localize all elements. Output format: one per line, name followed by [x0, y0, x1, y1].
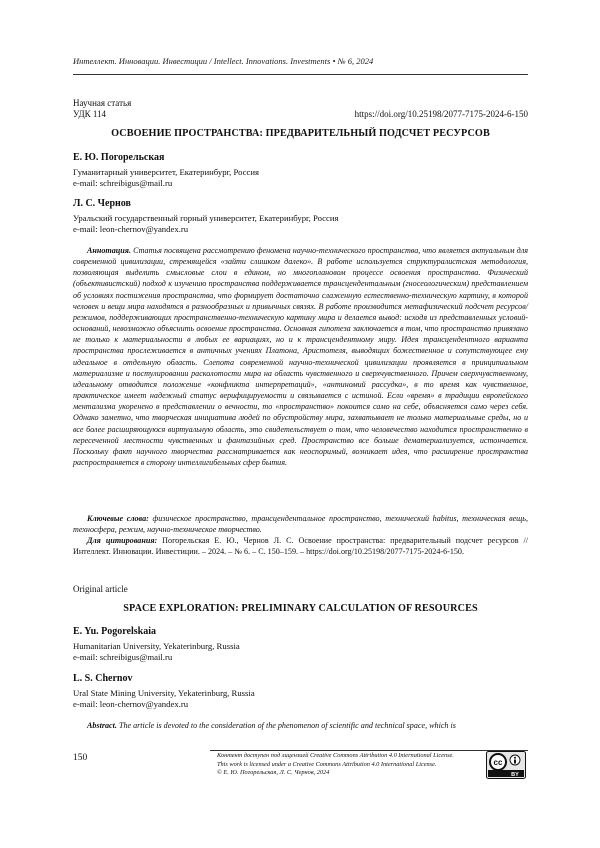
- cc-by-license-icon[interactable]: [486, 751, 526, 779]
- citation-text-ru: Погорельская Е. Ю., Чернов Л. С. Освоение пространства: предварительный подсчет ресурсов // Интеллект. Инновации. Инвестиции. – 2024. – № 6. – С. 150–159. – https://doi.org/10.25198/2077-7175-2024-6-150.: [73, 536, 528, 557]
- author-email-ru-1[interactable]: e-mail: schreibigus@mail.ru: [73, 178, 173, 188]
- keywords-text-ru: физическое пространство, трансцендентальное пространство, технический habitus, техническая вещь, техносфера, режим, научно-техническое творчество.: [73, 514, 528, 535]
- author-email-en-2[interactable]: e-mail: leon-chernov@yandex.ru: [73, 699, 189, 709]
- running-header: Интеллект. Инновации. Инвестиции / Intellect. Innovations. Investments • № 6, 2024: [73, 56, 374, 66]
- author-name-ru-2: Л. С. Чернов: [73, 198, 131, 209]
- abstract-text-en: The article is devoted to the consideration of the phenomenon of scientific and technical space, which is: [118, 721, 456, 730]
- article-title-ru: ОСВОЕНИЕ ПРОСТРАНСТВА: ПРЕДВАРИТЕЛЬНЫЙ ПОДСЧЕТ РЕСУРСОВ: [111, 128, 490, 139]
- license-line-en: This work is licensed under a Creative Commons Attribution 4.0 International License.: [217, 760, 437, 768]
- doi-link[interactable]: https://doi.org/10.25198/2077-7175-2024-6-150: [354, 109, 528, 119]
- author-affiliation-en-1: Humanitarian University, Yekaterinburg, Russia: [73, 641, 240, 651]
- abstract-text-ru: Статья посвящена рассмотрению феномена научно-технического пространства, что является актуальным для современной цивилизации, стремящейся «зайти слишком далеко». В работе используется структуралистская методология, позволяющая выделить смысловые слои в едином, но многоплановом процессе освоения пространства. Физический (объективистский) подход к изучению пространства поддерживается трансцендентальным (гносеологическим) представлением об условиях постижения пространства, что формирует достаточно слаженную естественно-техническую картину, в которой человек и вещи мира находятся в разнообразных и привычных связях. В работе производится метафизический подсчет ресурсов/режимов, поддерживающих пространственно-техническую картину мира и делается вывод: исходя из представленных условий-оснований, невозможно объяснить освоение пространства. Основная гипотеза заключается в том, что пространство привязано не только к материальности в любых ее вариациях, но и к трансцендентному миру. Идея трансцендентного варианта пространства прослеживается в античных учениях Платона, Аристотеля, выводящих божественное и сопутствующее ему идеальное в отдельную область. Слепота современной научно-технической цивилизации проявляется в принципиальном материализме и постулировании расколотости мира на область чувственного и сверхчувственного. Причем сверхчувственному, идеальному отводится положение «конфликта интерпретаций», «антиномий рассудка», в то время как чувственное, практическое имеет надежный статус верифицируемости и связывается с истиной. Если «время» в традиции европейского ментализма укоренено в представлении о вечности, то «пространство» покоится само на себе, объясняется само через себя. Однако заметно, что творческая инициатива людей по обустройству мира, захватывает не только материальные среды, но и все более расширяющуюся виртуальную область, это свидетельствует о том, что человечество находится пространственно в пересеченной местности чувственных и фантазийных сред. Пространство все больше дематериализуется, истончается. Поскольку факт научного творчества рассматривается как неоспоримый, возникает идея, что расширение пространства распространяется в сторону интеллигибельных сфер бытия.: [73, 246, 528, 467]
- article-type-en: Original article: [73, 584, 128, 594]
- author-affiliation-ru-2: Уральский государственный горный университет, Екатеринбург, Россия: [73, 213, 339, 223]
- abstract-label-ru: Аннотация.: [87, 246, 131, 255]
- keywords-ru: [73, 513, 528, 535]
- author-affiliation-en-2: Ural State Mining University, Yekaterinburg, Russia: [73, 688, 255, 698]
- author-name-en-1: E. Yu. Pogorelskaia: [73, 626, 156, 637]
- author-name-en-2: L. S. Chernov: [73, 673, 133, 684]
- author-name-ru-1: Е. Ю. Погорельская: [73, 152, 165, 163]
- article-type-ru: Научная статья: [73, 98, 132, 108]
- author-affiliation-ru-1: Гуманитарный университет, Екатеринбург, Россия: [73, 167, 260, 177]
- page-number: 150: [73, 753, 88, 763]
- footer-divider: [210, 750, 528, 751]
- abstract-ru: [73, 245, 528, 468]
- copyright-line: © Е. Ю. Погорельская, Л. С. Чернов, 2024: [217, 769, 330, 776]
- author-email-ru-2[interactable]: e-mail: leon-chernov@yandex.ru: [73, 224, 189, 234]
- udk-code: УДК 114: [73, 109, 107, 119]
- article-title-en: SPACE EXPLORATION: PRELIMINARY CALCULATION OF RESOURCES: [123, 603, 478, 614]
- abstract-label-en: Abstract.: [87, 721, 117, 730]
- keywords-label-ru: Ключевые слова:: [87, 514, 149, 523]
- header-divider: [73, 74, 528, 75]
- cc-badge-text: cc: [493, 758, 503, 767]
- author-email-en-1[interactable]: e-mail: schreibigus@mail.ru: [73, 652, 173, 662]
- license-line-ru: Контент доступен под лицензией Creative Commons Attribution 4.0 International License.: [217, 752, 454, 759]
- license-notice: [217, 752, 482, 778]
- citation-label-ru: Для цитирования:: [87, 536, 158, 545]
- citation-ru: [73, 535, 528, 557]
- abstract-en: [73, 720, 528, 731]
- by-badge-text: BY: [511, 772, 519, 778]
